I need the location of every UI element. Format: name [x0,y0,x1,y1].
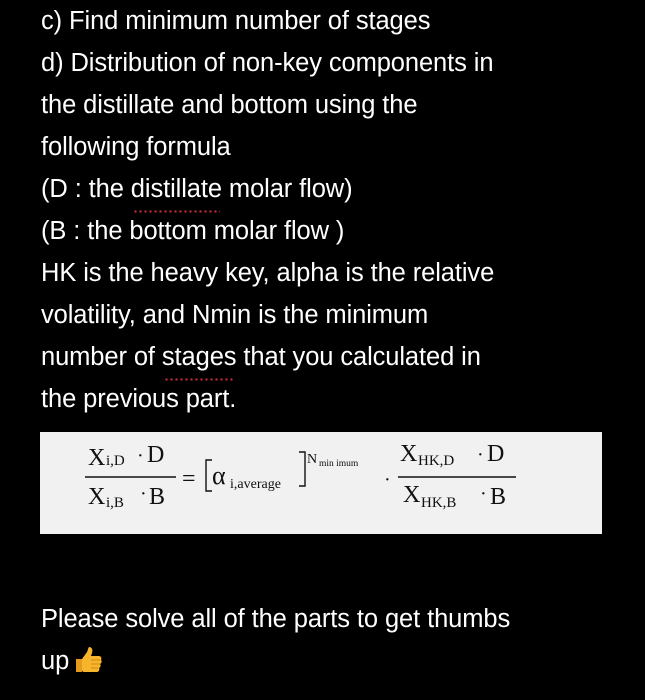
num-left-sub: i,D [106,453,125,469]
multiply-dot: · [384,469,391,491]
line-previous-part: the previous part. [41,385,237,413]
num-left-flow: D [147,442,165,468]
line-volatility: volatility, and Nmin is the minimum [41,301,429,329]
bracket-close [299,452,305,486]
question-text [41,0,631,420]
den-left-sub: i,B [106,495,124,511]
formula-image [40,432,602,534]
equals-sign: = [182,466,196,492]
den-right-var: X [403,482,421,508]
line-following-formula: following formula [41,133,231,161]
line-up [41,640,631,682]
den-left-flow: B [149,484,166,510]
exponent-subscript: min imum [319,459,359,469]
closing-text [41,598,631,682]
alpha-symbol: α [212,461,226,490]
spellcheck-word-stages: stages [162,336,237,378]
line-number-of-stages [41,336,631,378]
line-distillate-bottom: the distillate and bottom using the [41,91,418,119]
up-word: up [41,647,70,675]
spellcheck-word-distillate: distillate [131,168,222,210]
den-left-var: X [88,484,106,510]
den-right-dot: · [480,483,487,505]
thumbs-up-icon [73,645,103,688]
num-left-dot: · [137,445,144,467]
den-right-sub: HK,B [421,495,457,511]
alpha-subscript: i,average [230,477,281,492]
formula-svg [40,432,602,534]
num-left-var: X [88,445,106,471]
num-right-flow: D [487,441,505,467]
num-right-var: X [400,441,418,467]
exponent-n: N [307,452,318,467]
line-part-d: d) Distribution of non-key components in [41,49,494,77]
d-definition-suffix: molar flow) [221,175,353,203]
line-d-definition [41,168,631,210]
stages-suffix: that you calculated in [236,343,481,371]
line-b-definition: (B : the bottom molar flow ) [41,217,345,245]
stages-prefix: number of [41,343,162,371]
num-right-dot: · [477,444,484,466]
num-right-sub: HK,D [418,453,455,469]
line-hk-definition: HK is the heavy key, alpha is the relative [41,259,495,287]
d-definition-prefix: (D : the [41,175,131,203]
den-left-dot: · [140,483,147,505]
den-right-flow: B [490,484,507,510]
line-part-c: c) Find minimum number of stages [41,7,431,35]
line-please-solve: Please solve all of the parts to get thumbs [41,605,511,633]
